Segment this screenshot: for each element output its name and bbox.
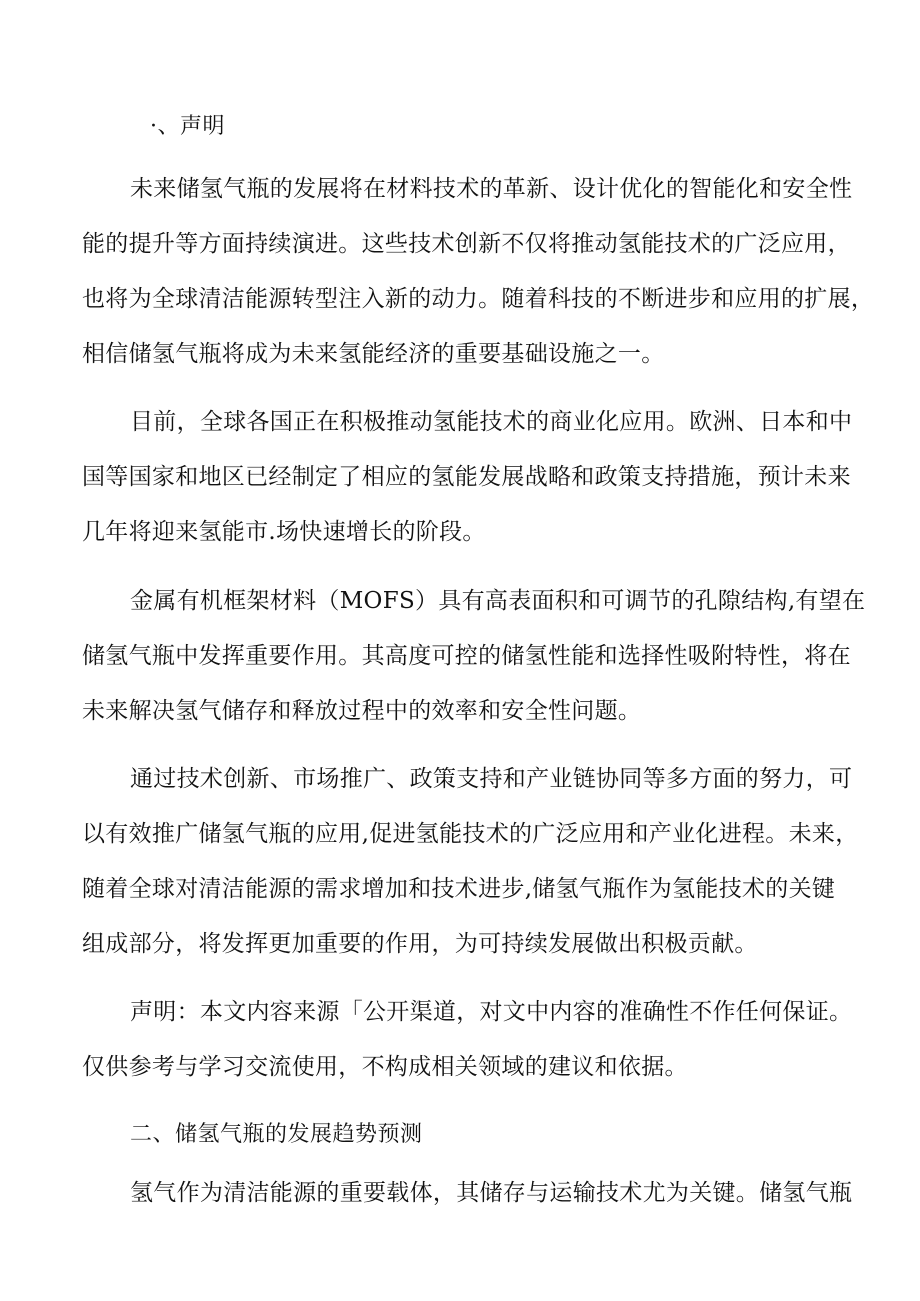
paragraph-line: 国等国家和地区已经制定了相应的氢能发展战略和政策支持措施，预计未来 — [82, 464, 851, 490]
section-heading-statement: ·、声明 — [150, 114, 225, 139]
paragraph-line: 也将为全球清洁能源转型注入新的动力。随着科技的不断进步和应用的扩展， — [82, 286, 875, 312]
paragraph-line: 能的提升等方面持续演进。这些技术创新不仅将推动氢能技术的广泛应用， — [82, 231, 851, 257]
paragraph-line: 目前，全球各国正在积极推动氢能技术的商业化应用。欧洲、日本和中 — [130, 409, 853, 435]
paragraph-line: 声明：本文内容来源「公开渠道，对文中内容的准确性不作任何保证。 — [130, 999, 853, 1025]
paragraph-line: 储氢气瓶中发挥重要作用。其高度可控的储氢性能和选择性吸附特性，将在 — [82, 643, 851, 669]
paragraph-line: 组成部分，将发挥更加重要的作用，为可持续发展做出积极贡献。 — [82, 931, 758, 957]
paragraph-line: 随着全球对清洁能源的需求增加和技术进步,储氢气瓶作为氢能技术的关键 — [82, 876, 836, 902]
paragraph-line: 相信储氢气瓶将成为未来氢能经济的重要基础设施之一。 — [82, 341, 665, 367]
paragraph-line: 以有效推广储氢气瓶的应用,促进氢能技术的广泛应用和产业化进程。未来， — [82, 821, 859, 847]
paragraph-line: 金属有机框架材料（MOFS）具有高表面积和可调节的孔隙结构,有望在 — [130, 588, 866, 614]
paragraph-line: 仅供参考与学习交流使用，不构成相关领域的建议和依据。 — [82, 1054, 688, 1080]
paragraph-line: 未来解决氢气储存和释放过程中的效率和安全性问题。 — [82, 698, 642, 724]
paragraph-line: 通过技术创新、市场推广、政策支持和产业链协同等多方面的努力，可 — [130, 766, 853, 792]
section-heading-trend-forecast: 二、储氢气瓶的发展趋势预测 — [130, 1122, 423, 1147]
paragraph-line: 未来储氢气瓶的发展将在材料技术的革新、设计优化的智能化和安全性 — [130, 176, 853, 202]
paragraph-line: 氢气作为清洁能源的重要载体，其储存与运输技术尤为关键。储氢气瓶 — [130, 1180, 853, 1206]
paragraph-line: 几年将迎来氢能市.场快速增长的阶段。 — [82, 519, 486, 545]
